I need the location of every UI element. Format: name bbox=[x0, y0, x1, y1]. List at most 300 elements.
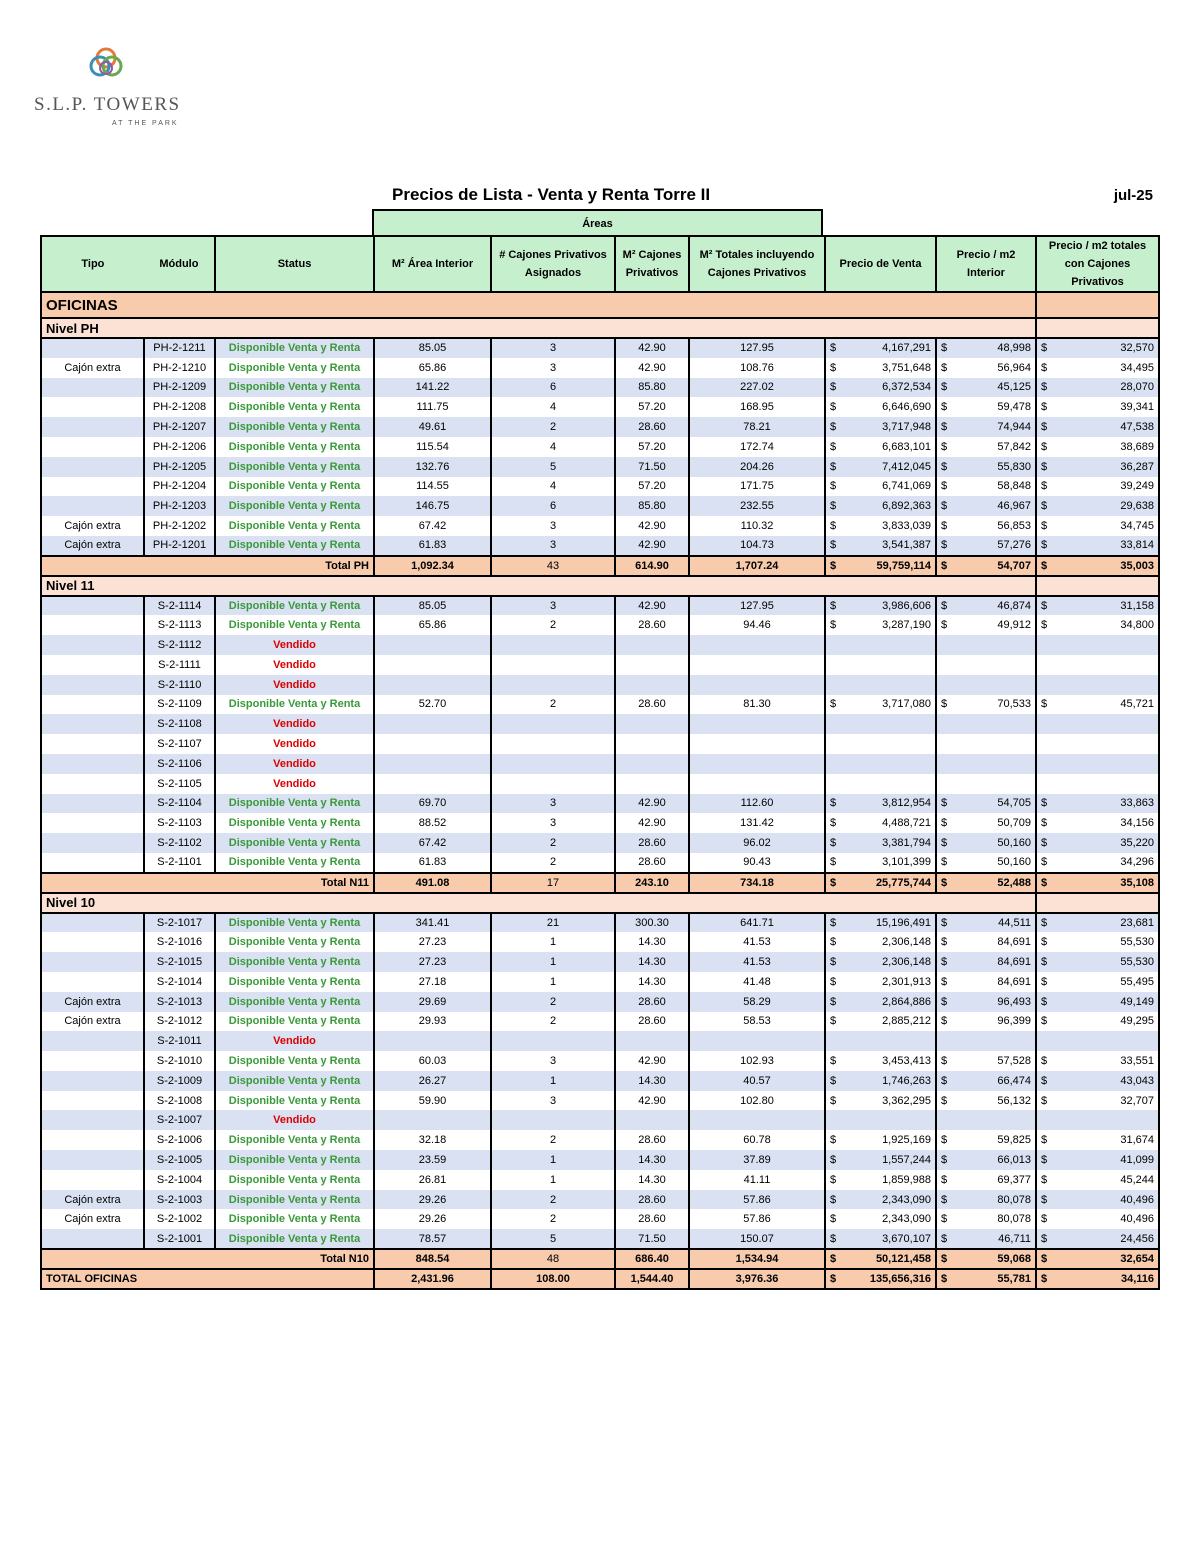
header-status: Status bbox=[215, 236, 374, 292]
currency-symbol: $ bbox=[941, 1193, 948, 1206]
currency-symbol: $ bbox=[830, 401, 837, 414]
currency-symbol: $ bbox=[830, 1074, 837, 1087]
currency-symbol: $ bbox=[941, 619, 948, 632]
cell-precio-m2 bbox=[936, 833, 1036, 853]
cell-m2-totales bbox=[689, 655, 825, 675]
total-precio-m2-total-value: 35,003 bbox=[1120, 559, 1154, 572]
cell-tipo bbox=[41, 1229, 144, 1249]
cell-status: Vendido bbox=[215, 734, 374, 754]
cell-modulo: S-2-1111 bbox=[144, 655, 215, 675]
logo-rings-icon bbox=[86, 44, 126, 84]
cell-m2-interior bbox=[374, 655, 491, 675]
cell-precio-m2-total bbox=[1036, 516, 1159, 536]
cell-modulo: S-2-1114 bbox=[144, 596, 215, 616]
total-precio-m2 bbox=[936, 556, 1036, 576]
cell-m2-interior: 132.76 bbox=[374, 457, 491, 477]
cell-m2-interior: 59.90 bbox=[374, 1091, 491, 1111]
cell-modulo: PH-2-1211 bbox=[144, 338, 215, 358]
cell-m2-cajones: 42.90 bbox=[615, 794, 689, 814]
cell-modulo: PH-2-1207 bbox=[144, 417, 215, 437]
cell-precio-m2-total bbox=[1036, 417, 1159, 437]
cell-cajones: 1 bbox=[491, 972, 615, 992]
cell-m2-totales: 102.80 bbox=[689, 1091, 825, 1111]
cell-precio-m2-total bbox=[1036, 1150, 1159, 1170]
cell-m2-totales bbox=[689, 754, 825, 774]
cell-precio-venta bbox=[825, 358, 936, 378]
currency-symbol: $ bbox=[1041, 1252, 1048, 1265]
cell-precio-venta-value: 3,717,948 bbox=[882, 421, 931, 434]
grand-total-m2-cajones: 1,544.40 bbox=[615, 1269, 689, 1289]
cell-status: Disponible Venta y Renta bbox=[215, 1209, 374, 1229]
cell-m2-interior: 29.26 bbox=[374, 1190, 491, 1210]
cell-m2-cajones: 42.90 bbox=[615, 358, 689, 378]
cell-m2-totales: 172.74 bbox=[689, 437, 825, 457]
cell-precio-m2-total bbox=[1036, 358, 1159, 378]
currency-symbol: $ bbox=[941, 916, 948, 929]
cell-precio-m2-total bbox=[1036, 635, 1159, 655]
cell-cajones: 2 bbox=[491, 615, 615, 635]
total-precio-venta-value: 50,121,458 bbox=[875, 1252, 931, 1265]
table-row bbox=[41, 496, 1159, 516]
cell-precio-m2-value: 57,528 bbox=[997, 1054, 1031, 1067]
currency-symbol: $ bbox=[830, 480, 837, 493]
cell-status: Vendido bbox=[215, 655, 374, 675]
currency-symbol: $ bbox=[830, 876, 837, 889]
cell-precio-venta-value: 2,343,090 bbox=[882, 1193, 931, 1206]
cell-precio-m2-total bbox=[1036, 1209, 1159, 1229]
cell-m2-totales: 41.53 bbox=[689, 932, 825, 952]
cell-status: Disponible Venta y Renta bbox=[215, 397, 374, 417]
table-row bbox=[41, 1051, 1159, 1071]
cell-m2-totales: 204.26 bbox=[689, 457, 825, 477]
cell-precio-venta bbox=[825, 794, 936, 814]
cell-precio-m2-value: 66,474 bbox=[997, 1074, 1031, 1087]
cell-m2-totales bbox=[689, 1031, 825, 1051]
table-row bbox=[41, 675, 1159, 695]
cell-m2-totales: 227.02 bbox=[689, 378, 825, 398]
cell-m2-totales: 90.43 bbox=[689, 853, 825, 873]
currency-symbol: $ bbox=[941, 1213, 948, 1226]
cell-precio-m2-total bbox=[1036, 794, 1159, 814]
cell-precio-venta-value: 3,287,190 bbox=[882, 619, 931, 632]
cell-tipo bbox=[41, 596, 144, 616]
currency-symbol: $ bbox=[830, 500, 837, 513]
cell-precio-venta bbox=[825, 596, 936, 616]
cell-m2-totales: 108.76 bbox=[689, 358, 825, 378]
cell-cajones bbox=[491, 734, 615, 754]
cell-status: Disponible Venta y Renta bbox=[215, 992, 374, 1012]
cell-precio-venta bbox=[825, 853, 936, 873]
cell-precio-m2 bbox=[936, 1071, 1036, 1091]
cell-modulo: S-2-1017 bbox=[144, 913, 215, 933]
cell-precio-m2-total bbox=[1036, 833, 1159, 853]
cell-precio-m2-total bbox=[1036, 1051, 1159, 1071]
cell-modulo: S-2-1012 bbox=[144, 1012, 215, 1032]
cell-tipo bbox=[41, 794, 144, 814]
currency-symbol: $ bbox=[830, 361, 837, 374]
cell-tipo bbox=[41, 675, 144, 695]
cell-precio-m2-total-value: 34,296 bbox=[1120, 856, 1154, 869]
cell-precio-m2-total bbox=[1036, 378, 1159, 398]
cell-m2-interior: 78.57 bbox=[374, 1229, 491, 1249]
cell-m2-cajones: 42.90 bbox=[615, 536, 689, 556]
cell-cajones: 2 bbox=[491, 1209, 615, 1229]
table-row bbox=[41, 417, 1159, 437]
cell-m2-interior: 85.05 bbox=[374, 338, 491, 358]
total-row bbox=[41, 873, 1159, 893]
cell-precio-m2-total-value: 55,530 bbox=[1120, 936, 1154, 949]
table-row bbox=[41, 853, 1159, 873]
cell-precio-venta bbox=[825, 397, 936, 417]
table-row bbox=[41, 655, 1159, 675]
cell-precio-venta bbox=[825, 972, 936, 992]
cell-precio-venta-value: 3,381,794 bbox=[882, 837, 931, 850]
cell-precio-m2 bbox=[936, 734, 1036, 754]
cell-tipo bbox=[41, 853, 144, 873]
total-precio-venta-value: 25,775,744 bbox=[875, 876, 931, 889]
cell-precio-venta bbox=[825, 813, 936, 833]
cell-m2-cajones: 28.60 bbox=[615, 417, 689, 437]
cell-m2-cajones bbox=[615, 1110, 689, 1130]
cell-tipo bbox=[41, 774, 144, 794]
currency-symbol: $ bbox=[830, 936, 837, 949]
cell-tipo bbox=[41, 1051, 144, 1071]
cell-status: Disponible Venta y Renta bbox=[215, 952, 374, 972]
currency-symbol: $ bbox=[1041, 1054, 1048, 1067]
cell-status: Disponible Venta y Renta bbox=[215, 596, 374, 616]
level-blank bbox=[1036, 318, 1159, 338]
table-row bbox=[41, 1110, 1159, 1130]
cell-modulo: S-2-1010 bbox=[144, 1051, 215, 1071]
cell-precio-venta bbox=[825, 1170, 936, 1190]
currency-symbol: $ bbox=[1041, 539, 1048, 552]
cell-cajones: 2 bbox=[491, 417, 615, 437]
currency-symbol: $ bbox=[830, 1272, 837, 1285]
cell-status: Disponible Venta y Renta bbox=[215, 1091, 374, 1111]
cell-precio-m2 bbox=[936, 457, 1036, 477]
cell-tipo bbox=[41, 496, 144, 516]
total-cajones: 43 bbox=[491, 556, 615, 576]
table-row bbox=[41, 437, 1159, 457]
table-row bbox=[41, 1229, 1159, 1249]
total-precio-m2-value: 52,488 bbox=[997, 876, 1031, 889]
currency-symbol: $ bbox=[830, 1173, 837, 1186]
cell-precio-venta-value: 3,101,399 bbox=[882, 856, 931, 869]
cell-precio-m2-total bbox=[1036, 774, 1159, 794]
cell-cajones bbox=[491, 635, 615, 655]
cell-status: Disponible Venta y Renta bbox=[215, 615, 374, 635]
cell-tipo: Cajón extra bbox=[41, 1209, 144, 1229]
currency-symbol: $ bbox=[1041, 837, 1048, 850]
cell-precio-venta bbox=[825, 774, 936, 794]
table-row bbox=[41, 1170, 1159, 1190]
cell-precio-m2 bbox=[936, 615, 1036, 635]
currency-symbol: $ bbox=[830, 381, 837, 394]
cell-modulo: S-2-1113 bbox=[144, 615, 215, 635]
cell-m2-interior bbox=[374, 675, 491, 695]
currency-symbol: $ bbox=[1041, 1094, 1048, 1107]
level-title: Nivel 11 bbox=[41, 576, 1036, 596]
cell-tipo bbox=[41, 1091, 144, 1111]
total-precio-venta bbox=[825, 556, 936, 576]
cell-precio-venta-value: 3,833,039 bbox=[882, 520, 931, 533]
cell-cajones: 3 bbox=[491, 358, 615, 378]
cell-m2-totales: 78.21 bbox=[689, 417, 825, 437]
cell-m2-interior: 49.61 bbox=[374, 417, 491, 437]
currency-symbol: $ bbox=[830, 1213, 837, 1226]
cell-m2-interior: 60.03 bbox=[374, 1051, 491, 1071]
currency-symbol: $ bbox=[830, 1134, 837, 1147]
level-row bbox=[41, 893, 1159, 913]
cell-cajones: 3 bbox=[491, 596, 615, 616]
cell-cajones: 4 bbox=[491, 437, 615, 457]
total-precio-venta bbox=[825, 1249, 936, 1269]
table-row bbox=[41, 477, 1159, 497]
cell-tipo bbox=[41, 695, 144, 715]
cell-tipo bbox=[41, 1071, 144, 1091]
cell-status: Disponible Venta y Renta bbox=[215, 1170, 374, 1190]
table-row bbox=[41, 774, 1159, 794]
table-row bbox=[41, 913, 1159, 933]
total-precio-m2-total-value: 35,108 bbox=[1120, 876, 1154, 889]
table-row bbox=[41, 1031, 1159, 1051]
cell-precio-m2-total-value: 24,456 bbox=[1120, 1232, 1154, 1245]
total-m2-cajones: 614.90 bbox=[615, 556, 689, 576]
cell-precio-venta-value: 7,412,045 bbox=[882, 460, 931, 473]
cell-precio-m2 bbox=[936, 417, 1036, 437]
cell-precio-m2-total bbox=[1036, 1012, 1159, 1032]
currency-symbol: $ bbox=[1041, 1134, 1048, 1147]
cell-m2-totales: 96.02 bbox=[689, 833, 825, 853]
cell-status: Vendido bbox=[215, 635, 374, 655]
cell-precio-m2-total-value: 39,341 bbox=[1120, 401, 1154, 414]
cell-m2-cajones: 14.30 bbox=[615, 1150, 689, 1170]
currency-symbol: $ bbox=[941, 1015, 948, 1028]
table-row bbox=[41, 1130, 1159, 1150]
cell-precio-m2-value: 50,160 bbox=[997, 856, 1031, 869]
cell-precio-m2-total-value: 38,689 bbox=[1120, 440, 1154, 453]
cell-precio-venta-value: 6,372,534 bbox=[882, 381, 931, 394]
cell-modulo: S-2-1108 bbox=[144, 714, 215, 734]
level-row bbox=[41, 576, 1159, 596]
cell-precio-m2 bbox=[936, 496, 1036, 516]
cell-precio-m2-total bbox=[1036, 655, 1159, 675]
cell-tipo bbox=[41, 813, 144, 833]
cell-precio-venta bbox=[825, 1051, 936, 1071]
table-row bbox=[41, 714, 1159, 734]
currency-symbol: $ bbox=[941, 876, 948, 889]
cell-precio-m2-total bbox=[1036, 397, 1159, 417]
grand-total-m2-interior: 2,431.96 bbox=[374, 1269, 491, 1289]
cell-m2-totales: 168.95 bbox=[689, 397, 825, 417]
header-precio-m2-total: Precio / m2 totales con Cajones Privativos bbox=[1036, 236, 1159, 292]
cell-m2-interior: 65.86 bbox=[374, 615, 491, 635]
cell-modulo: PH-2-1205 bbox=[144, 457, 215, 477]
cell-precio-m2-total bbox=[1036, 813, 1159, 833]
currency-symbol: $ bbox=[1041, 1232, 1048, 1245]
cell-tipo bbox=[41, 635, 144, 655]
cell-tipo: Cajón extra bbox=[41, 1012, 144, 1032]
cell-status: Disponible Venta y Renta bbox=[215, 1130, 374, 1150]
cell-m2-totales: 41.48 bbox=[689, 972, 825, 992]
cell-precio-m2-total-value: 39,249 bbox=[1120, 480, 1154, 493]
total-precio-m2-value: 54,707 bbox=[997, 559, 1031, 572]
currency-symbol: $ bbox=[830, 995, 837, 1008]
cell-precio-m2-value: 84,691 bbox=[997, 956, 1031, 968]
cell-precio-m2-total bbox=[1036, 913, 1159, 933]
cell-precio-venta bbox=[825, 477, 936, 497]
cell-status: Vendido bbox=[215, 1110, 374, 1130]
cell-m2-totales: 57.86 bbox=[689, 1190, 825, 1210]
cell-precio-m2-total-value: 34,495 bbox=[1120, 361, 1154, 374]
cell-modulo: S-2-1101 bbox=[144, 853, 215, 873]
table-row bbox=[41, 516, 1159, 536]
cell-status: Disponible Venta y Renta bbox=[215, 516, 374, 536]
cell-precio-m2-value: 46,711 bbox=[998, 1232, 1031, 1245]
cell-cajones: 5 bbox=[491, 1229, 615, 1249]
cell-precio-venta-value: 1,746,263 bbox=[882, 1074, 931, 1087]
cell-modulo: S-2-1110 bbox=[144, 675, 215, 695]
currency-symbol: $ bbox=[830, 856, 837, 869]
cell-tipo bbox=[41, 378, 144, 398]
cell-status: Disponible Venta y Renta bbox=[215, 1229, 374, 1249]
cell-m2-interior: 141.22 bbox=[374, 378, 491, 398]
cell-modulo: S-2-1006 bbox=[144, 1130, 215, 1150]
cell-tipo bbox=[41, 972, 144, 992]
cell-m2-totales: 94.46 bbox=[689, 615, 825, 635]
cell-m2-totales: 40.57 bbox=[689, 1071, 825, 1091]
cell-m2-cajones bbox=[615, 754, 689, 774]
cell-tipo bbox=[41, 1130, 144, 1150]
cell-m2-cajones bbox=[615, 774, 689, 794]
cell-m2-totales: 150.07 bbox=[689, 1229, 825, 1249]
cell-precio-m2-total bbox=[1036, 1110, 1159, 1130]
cell-precio-m2-total bbox=[1036, 1190, 1159, 1210]
cell-precio-m2 bbox=[936, 774, 1036, 794]
cell-precio-venta bbox=[825, 536, 936, 556]
cell-modulo: PH-2-1206 bbox=[144, 437, 215, 457]
cell-cajones: 6 bbox=[491, 496, 615, 516]
cell-precio-m2-total-value: 55,495 bbox=[1120, 975, 1154, 988]
cell-cajones: 1 bbox=[491, 1170, 615, 1190]
cell-precio-m2-total-value: 32,707 bbox=[1120, 1094, 1154, 1107]
cell-precio-venta bbox=[825, 1071, 936, 1091]
cell-modulo: S-2-1107 bbox=[144, 734, 215, 754]
cell-precio-m2-total-value: 49,295 bbox=[1120, 1015, 1154, 1028]
cell-tipo bbox=[41, 338, 144, 358]
table-row bbox=[41, 1209, 1159, 1229]
currency-symbol: $ bbox=[830, 1193, 837, 1206]
currency-symbol: $ bbox=[941, 936, 948, 949]
currency-symbol: $ bbox=[830, 975, 837, 988]
currency-symbol: $ bbox=[941, 1094, 948, 1107]
cell-tipo bbox=[41, 615, 144, 635]
currency-symbol: $ bbox=[941, 1074, 948, 1087]
currency-symbol: $ bbox=[1041, 1213, 1048, 1226]
cell-cajones bbox=[491, 1031, 615, 1051]
currency-symbol: $ bbox=[941, 1134, 948, 1147]
cell-precio-m2-total bbox=[1036, 437, 1159, 457]
cell-precio-m2-value: 70,533 bbox=[997, 698, 1031, 711]
cell-precio-venta-value: 6,646,690 bbox=[882, 401, 931, 414]
header-cajones: # Cajones Privativos Asignados bbox=[491, 236, 615, 292]
cell-m2-interior bbox=[374, 774, 491, 794]
table-row bbox=[41, 1091, 1159, 1111]
currency-symbol: $ bbox=[830, 559, 837, 572]
cell-precio-venta bbox=[825, 615, 936, 635]
cell-precio-m2-total bbox=[1036, 992, 1159, 1012]
cell-precio-venta bbox=[825, 1229, 936, 1249]
cell-precio-venta-value: 3,717,080 bbox=[882, 698, 931, 711]
cell-precio-m2 bbox=[936, 397, 1036, 417]
cell-m2-totales: 131.42 bbox=[689, 813, 825, 833]
cell-status: Disponible Venta y Renta bbox=[215, 378, 374, 398]
cell-m2-totales: 110.32 bbox=[689, 516, 825, 536]
cell-precio-m2-value: 56,853 bbox=[997, 520, 1031, 533]
currency-symbol: $ bbox=[830, 599, 837, 612]
cell-m2-cajones: 14.30 bbox=[615, 1170, 689, 1190]
cell-modulo: S-2-1106 bbox=[144, 754, 215, 774]
grand-total-cajones: 108.00 bbox=[491, 1269, 615, 1289]
cell-precio-m2-value: 54,705 bbox=[997, 797, 1031, 810]
currency-symbol: $ bbox=[830, 1232, 837, 1245]
level-row bbox=[41, 318, 1159, 338]
section-row bbox=[41, 292, 1159, 318]
cell-cajones: 3 bbox=[491, 794, 615, 814]
cell-precio-m2-total-value: 31,674 bbox=[1120, 1134, 1154, 1147]
total-m2-interior: 848.54 bbox=[374, 1249, 491, 1269]
cell-precio-m2-value: 66,013 bbox=[997, 1153, 1031, 1166]
currency-symbol: $ bbox=[830, 1252, 837, 1265]
table-row bbox=[41, 1190, 1159, 1210]
total-cajones: 17 bbox=[491, 873, 615, 893]
currency-symbol: $ bbox=[941, 1272, 948, 1285]
currency-symbol: $ bbox=[830, 460, 837, 473]
currency-symbol: $ bbox=[941, 1153, 948, 1166]
cell-precio-venta-value: 2,885,212 bbox=[882, 1015, 931, 1028]
total-cajones: 48 bbox=[491, 1249, 615, 1269]
cell-cajones bbox=[491, 1110, 615, 1130]
cell-precio-m2-value: 59,825 bbox=[997, 1134, 1031, 1147]
total-precio-m2-total bbox=[1036, 873, 1159, 893]
cell-precio-venta-value: 3,986,606 bbox=[882, 599, 931, 612]
cell-precio-m2-total bbox=[1036, 457, 1159, 477]
cell-precio-venta bbox=[825, 734, 936, 754]
cell-precio-m2-value: 56,132 bbox=[997, 1094, 1031, 1107]
cell-status: Disponible Venta y Renta bbox=[215, 1012, 374, 1032]
total-precio-m2-value: 59,068 bbox=[997, 1252, 1031, 1265]
level-blank bbox=[1036, 893, 1159, 913]
currency-symbol: $ bbox=[1041, 401, 1048, 414]
cell-m2-cajones: 42.90 bbox=[615, 813, 689, 833]
cell-modulo: S-2-1009 bbox=[144, 1071, 215, 1091]
cell-precio-venta-value: 6,741,069 bbox=[882, 480, 931, 493]
total-label: Total PH bbox=[41, 556, 374, 576]
cell-cajones bbox=[491, 774, 615, 794]
cell-precio-venta bbox=[825, 675, 936, 695]
cell-precio-m2-value: 59,478 bbox=[997, 401, 1031, 414]
table-row bbox=[41, 833, 1159, 853]
currency-symbol: $ bbox=[1041, 440, 1048, 453]
cell-precio-venta bbox=[825, 437, 936, 457]
table-row bbox=[41, 813, 1159, 833]
cell-precio-m2-value: 69,377 bbox=[997, 1173, 1031, 1186]
table-row bbox=[41, 635, 1159, 655]
page-title: Precios de Lista - Venta y Renta Torre II bbox=[392, 185, 711, 204]
header-tipo: Tipo bbox=[81, 258, 105, 270]
cell-m2-interior bbox=[374, 1031, 491, 1051]
cell-precio-m2-value: 84,691 bbox=[997, 936, 1031, 949]
